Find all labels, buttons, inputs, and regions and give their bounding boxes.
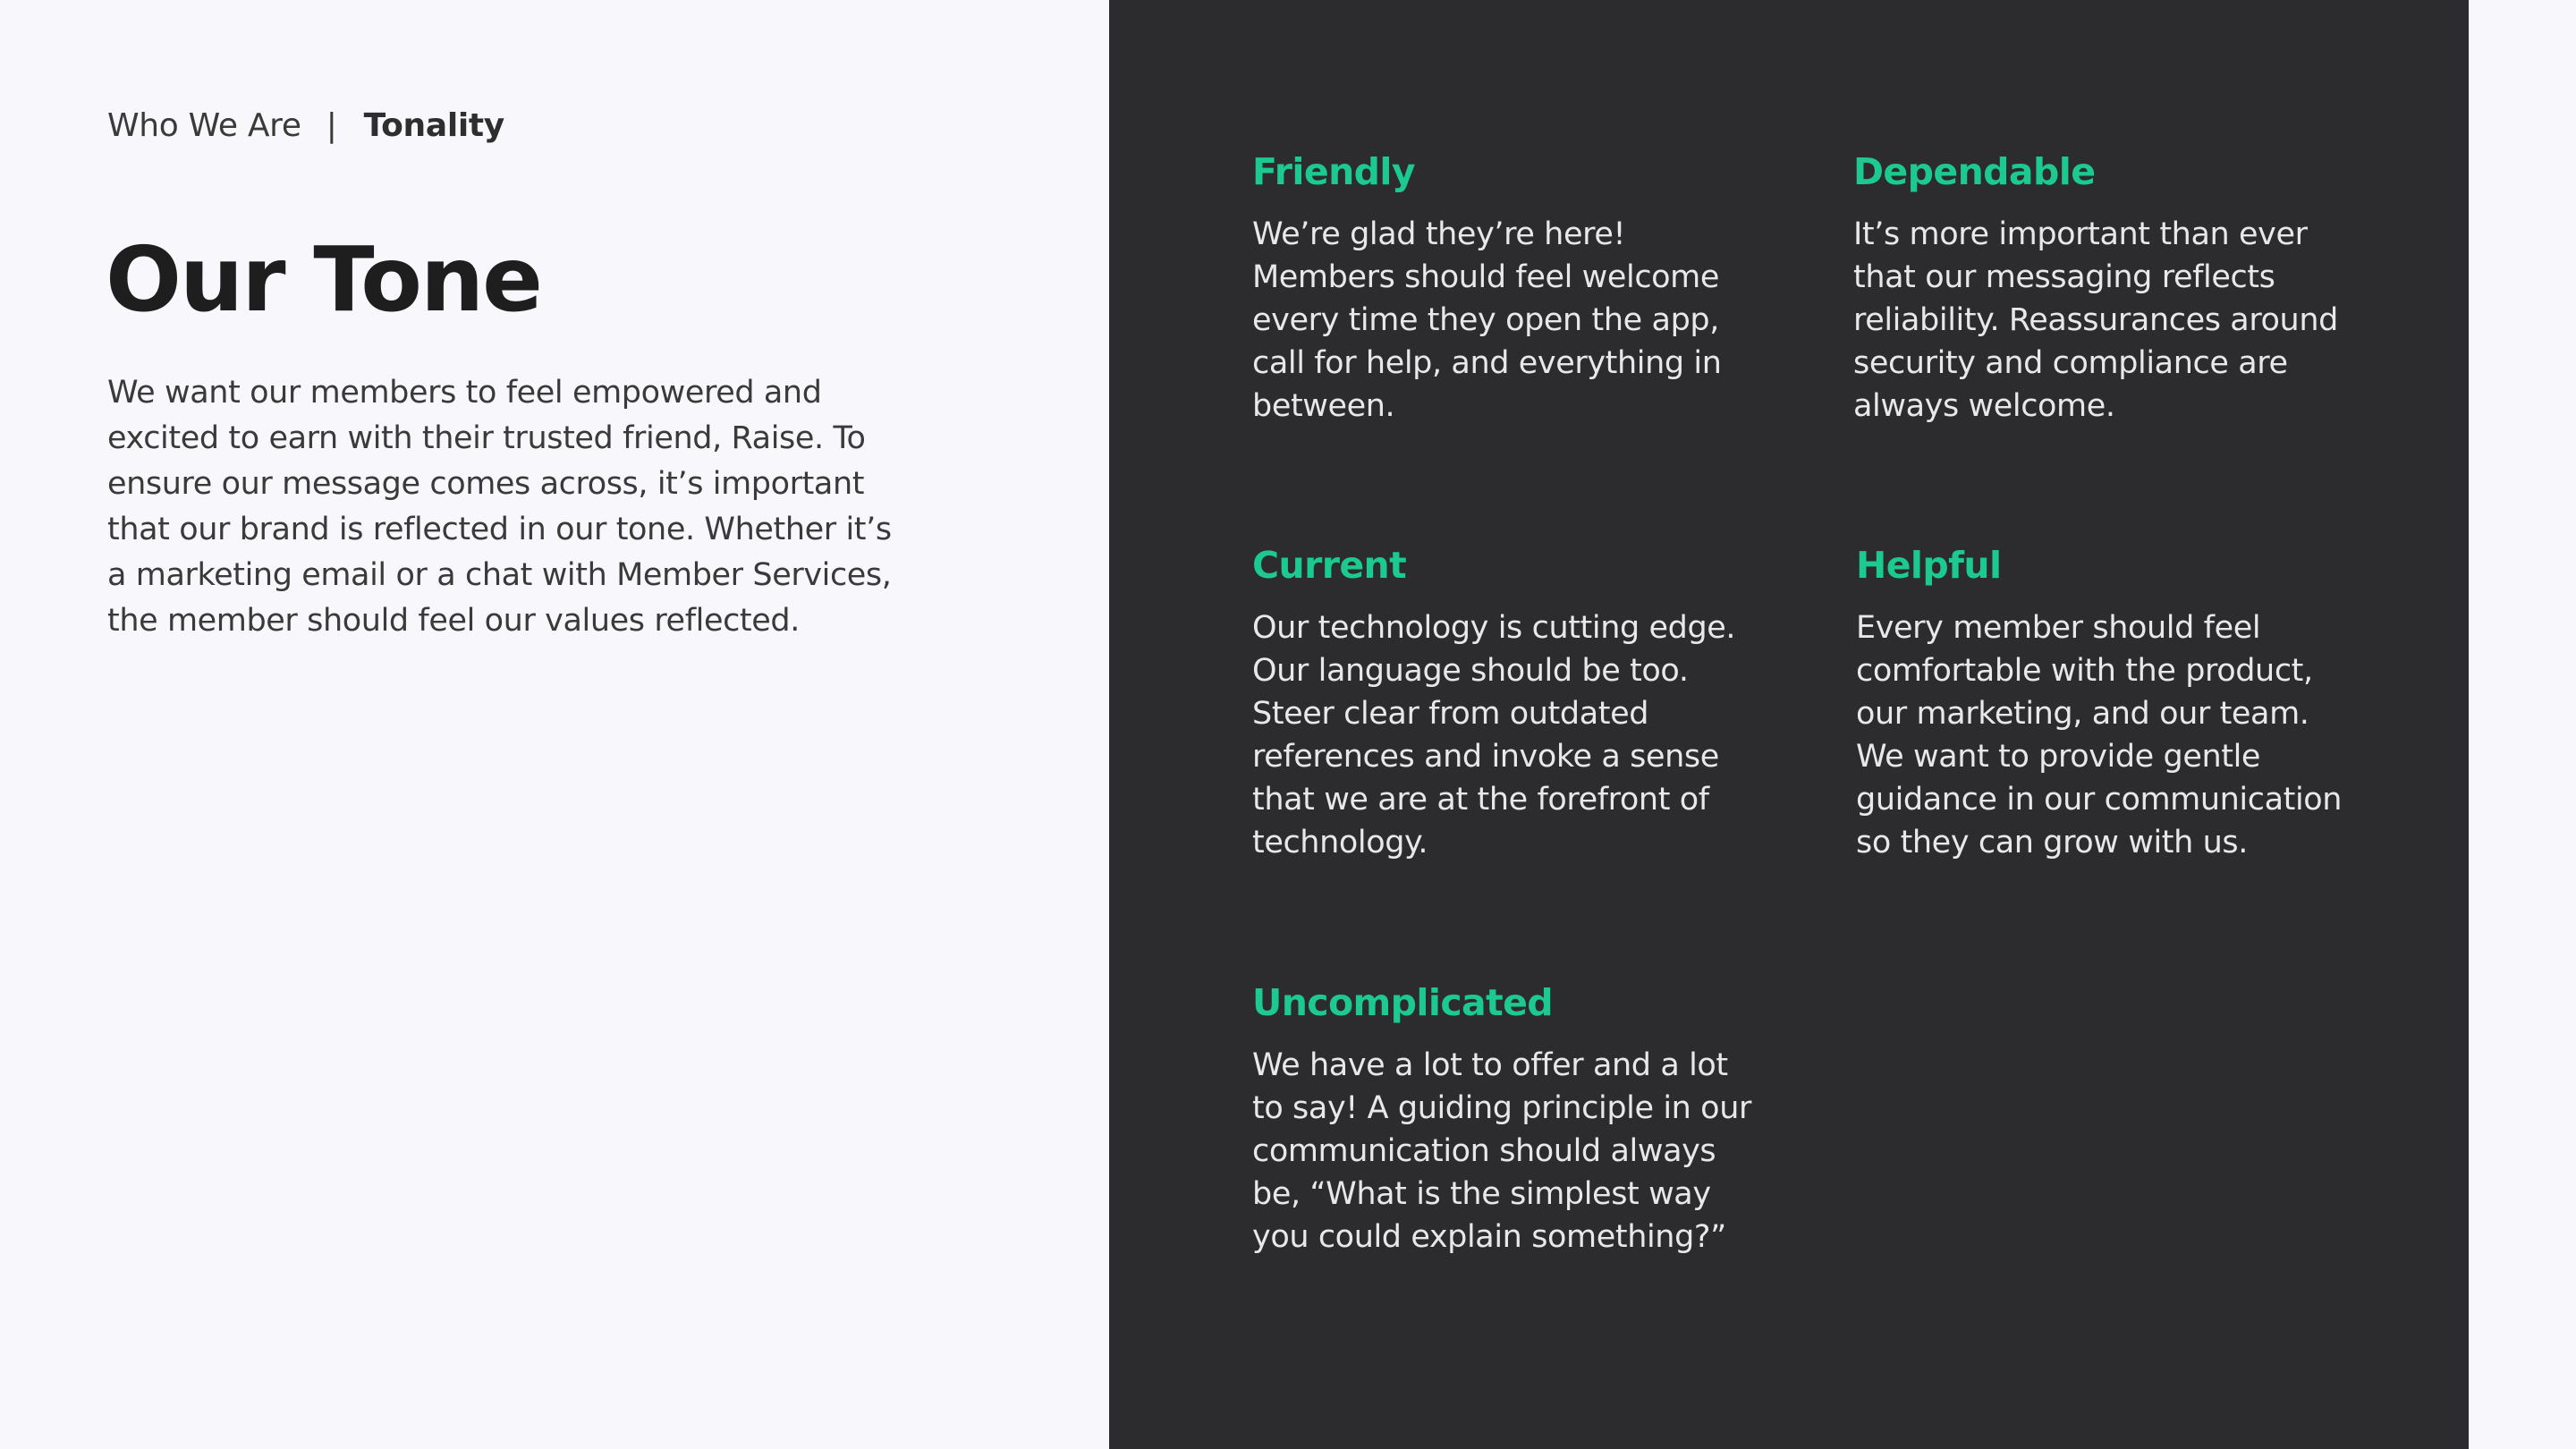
value-description: It’s more important than ever that our messaging reflects reliability. Reassurances around security and compliance are always welcome. <box>1853 216 2338 424</box>
value-heading: Uncomplicated <box>1252 981 1554 1024</box>
value-card-dependable <box>1853 147 2354 428</box>
breadcrumb-section[interactable]: Who We Are <box>107 107 301 144</box>
values-panel <box>1109 0 2469 1449</box>
value-description: We have a lot to offer and a lot to say! A guiding principle in our communication should always be, “What is the simplest way you could explain something?” <box>1252 1047 1751 1255</box>
value-card-helpful <box>1856 540 2357 864</box>
value-heading: Current <box>1252 544 1407 587</box>
breadcrumb-separator: | <box>326 107 337 144</box>
intro-panel <box>0 0 1109 1449</box>
value-description: Our technology is cutting edge. Our language should be too. Steer clear from outdated references and invoke a sense that we are at the forefront of technology. <box>1252 610 1736 860</box>
value-description: Every member should feel comfortable with the product, our marketing, and our team. We want to provide gentle guidance in our communication so they can grow with us. <box>1856 610 2343 860</box>
value-heading: Friendly <box>1252 150 1415 193</box>
intro-paragraph: We want our members to feel empowered and excited to earn with their trusted friend, Raise. To ensure our message comes across, it’s important that our brand is reflected in our tone. Whether it’s a marketing email or a chat with Member Services, the member should feel our values reflected. <box>107 375 892 639</box>
value-description: We’re glad they’re here! Members should feel welcome every time they open the app, call for help, and everything in between. <box>1252 216 1722 424</box>
value-heading: Helpful <box>1856 544 2002 587</box>
breadcrumb-current: Tonality <box>363 107 504 144</box>
value-card-current <box>1252 540 1753 864</box>
value-card-uncomplicated <box>1252 978 1753 1258</box>
value-card-friendly <box>1252 147 1753 428</box>
page-title: Our Tone <box>106 227 541 332</box>
breadcrumb <box>107 107 504 144</box>
value-heading: Dependable <box>1853 150 2096 193</box>
